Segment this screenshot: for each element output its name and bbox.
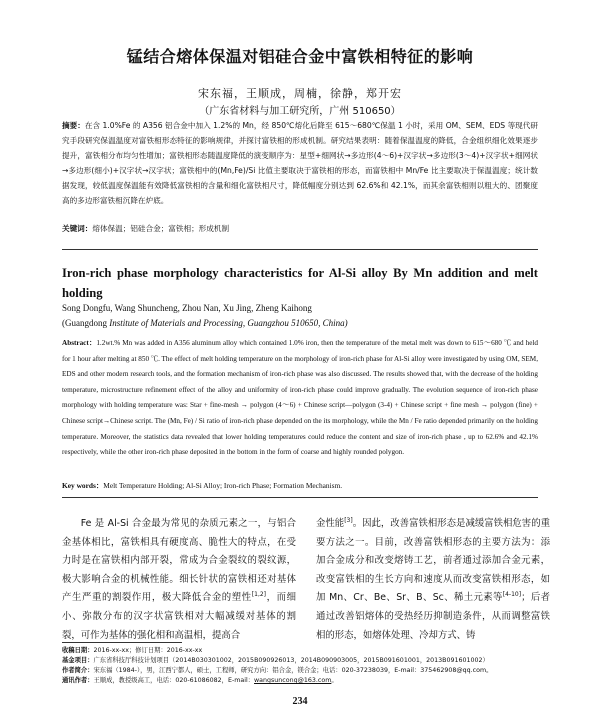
- body-right-text-1: 金性能: [316, 518, 345, 529]
- section-divider-top: [62, 249, 538, 250]
- footnote-fund-text: 广东省科技厅科技计划项目（2014B030301002，2015B090926013，2014B090903005，2015B091601001，2013B091601002）: [93, 657, 489, 664]
- citation: [4-10]: [502, 591, 522, 599]
- english-abstract-label: Abstract：: [62, 339, 97, 347]
- chinese-authors: 宋东福，王顺成，周楠，徐静，郑开宏: [198, 87, 402, 100]
- body-left-text: Fe 是 Al-Si 合金最为常见的杂质元素之一，与铝合金基体相比，富铁相具有硬度高、脆性大的特点，在受力时是在富铁相内部开裂，常成为合金裂纹的裂纹源，极大影响合金的机械性能。细长针状的富铁相还对基体产生严重的割裂作用，极大降低合金的塑性: [62, 518, 296, 604]
- corresponding-email-link[interactable]: wangsuncong@163.com: [254, 677, 332, 684]
- footnote-corresponding: [62, 676, 538, 687]
- english-affiliation: [62, 318, 538, 328]
- english-affiliation-prefix: (Guangdong: [62, 318, 110, 328]
- body-right-text-2: 。因此，改善富铁相形态是减缓富铁相危害的重要方法之一。目前，改善富铁相形态的主要方法为：添加合金成分和改变熔铸工艺，前者通过添加合金元素，改变富铁相的生长方向和速度从而改变富铁相形态，如加 Mn、Cr、Be、Sr、B、Sc、稀土元素等: [316, 518, 550, 604]
- chinese-abstract: [62, 118, 538, 209]
- body-left-text-2: ，而细小、弥散分布的汉字状富铁相对大幅减缓对基体的割裂，可作为基体的强化相和高温相，提高合: [62, 592, 296, 641]
- footnote-author-label: 作者简介：: [62, 667, 94, 674]
- page-number: 234: [292, 696, 308, 707]
- chinese-title: 锰结合熔体保温对铝硅合金中富铁相特征的影响: [126, 47, 474, 66]
- chinese-keywords-text: 熔体保温；铝硅合金；富铁相；形成机制: [92, 224, 230, 233]
- body-column-right: [316, 515, 550, 645]
- footnote-received: [62, 646, 538, 657]
- footnote-author-text: 宋东福（1984-），男，江西宁都人，硕士，工程师，研究方向：铝合金，镁合金；电话：020-37238039，E-mail：375462908@qq.com。: [93, 667, 493, 674]
- chinese-abstract-label: 摘要：: [62, 121, 85, 130]
- footnote-author: [62, 666, 538, 677]
- footnote-fund-label: 基金项目：: [62, 657, 94, 664]
- footnote-received-text: 2016-xx-xx；修订日期：2016-xx-xx: [93, 647, 203, 654]
- footnote-fund: [62, 656, 538, 667]
- footnote-rule: [62, 642, 182, 643]
- section-divider-bottom: [62, 497, 538, 498]
- citation: [1,2]: [251, 591, 267, 599]
- english-keywords: [62, 480, 538, 491]
- footnote-corresponding-text: 王顺成，教授级高工，电话：020-61086082，E-mail：: [93, 677, 255, 684]
- english-keywords-text: Melt Temperature Holding; Al-Si Alloy; Iron-rich Phase; Formation Mechanism.: [103, 481, 343, 490]
- english-keywords-label: Key words：: [62, 481, 104, 490]
- english-title: Iron-rich phase morphology characteristics for Al-Si alloy By Mn addition and melt holding: [62, 266, 538, 300]
- english-authors: Song Dongfu, Wang Shuncheng, Zhou Nan, Xu Jing, Zheng Kaihong: [62, 303, 312, 313]
- chinese-abstract-text: 在含 1.0%Fe 的 A356 铝合金中加入 1.2%的 Mn，经 850℃熔化后降至 615～680℃保温 1 小时，采用 OM、SEM、EDS 等现代研究手段研究保温温度对富铁相形态特征的影响规律，并探讨富铁相的形成机制。研究结果表明：随着保温温度的降低，合金组织细化效果逐步提升，富铁相分布均匀性增加；富铁相形态随温度降低的演变顺序为：星型+细网状→多边形(4～6)+汉字状→多边形(3～4)+汉字状+细网状→多边形(细小)+汉字状→汉字状；富铁相中的(Mn,Fe)/Si 比值主要取决于富铁相的形态，而富铁相中 Mn/Fe 比主要取决于保温温度；统计数据发现，较低温度保温能有效降低富铁相的含量和细化富铁相尺寸，降低幅度分别达到 62.6%和 42.1%，而其余富铁相则以粗大的、团聚度高的多边形富铁相沉降在炉底。: [62, 121, 538, 206]
- chinese-keywords-label: 关键词：: [62, 224, 93, 233]
- english-affiliation-institute: Institute of Materials and Processing, Guangzhou 510650, China): [109, 318, 348, 328]
- english-abstract: [62, 336, 538, 461]
- chinese-affiliation: （广东省材料与加工研究所，广州 510650）: [199, 106, 401, 117]
- footnote-received-label: 收稿日期：: [62, 647, 94, 654]
- body-column-left: [62, 515, 296, 645]
- footnote-corresponding-label: 通讯作者：: [62, 677, 94, 684]
- english-abstract-text: 1.2wt.% Mn was added in A356 aluminum alloy which contained 1.0% iron, then the temperature of the metal melt was down to 615～680 ℃ and held for 1 hour after melting at 850 ℃. The effect of melt holding temperature on the morphology of iron-rich phase for Al-Si alloy were investigated by using OM, SEM, EDS and other modern research tools, and the formation mechanism of iron-rich phase was also discussed. The results showed that, with the decrease of the holding temperature, microstructure refinement effect of the alloy and uniformity of iron-rich phase could improve gradually. The evolution sequence of iron-rich phase morphology with holding temperature was: Star + fine-mesh → polygon (4～6) + Chinese script—polygon (3-4) + Chinese script + fine mesh → polygon (fine) + Chinese script→Chinese script. The (Mn, Fe) / Si ratio of iron-rich phase depended on the its morphology, while the Mn / Fe ratio depended primarily on the holding temperature. Moreover, the statistics data revealed that lower holding temperatures could reduce the content and size of iron-rich phase , up to 62.6% and 42.1% respectively, while the other iron-rich phase deposited in the bottom in the form of coarse and highly rounded polygon.: [62, 339, 538, 457]
- chinese-keywords: [62, 223, 538, 234]
- body-right-text-3: ；后者通过改善铝熔体的受热经历抑制造条件，从而调整富铁相的形态，如熔体处理、冷却方式、铸: [316, 592, 550, 641]
- citation: [3]: [344, 516, 353, 524]
- footnote-corresponding-end: 。: [331, 677, 338, 684]
